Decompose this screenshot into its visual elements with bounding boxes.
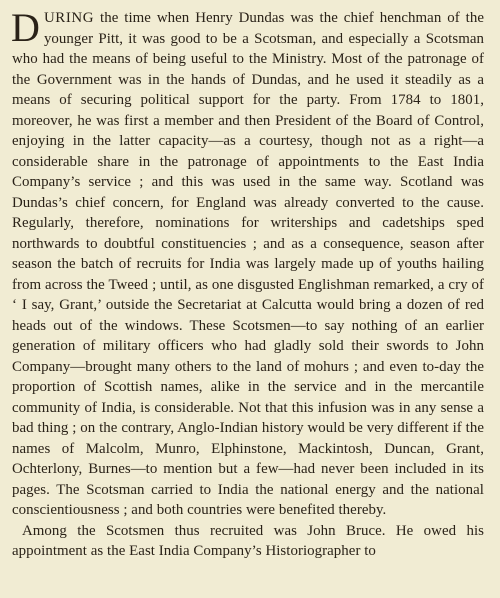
drop-cap-initial: D: [11, 5, 40, 50]
paragraph-2: [12, 521, 484, 562]
paragraph-1: [11, 5, 484, 521]
opening-word-smallcaps: URING: [43, 10, 95, 26]
paragraph-2-text: Among the Scotsmen thus recruited was John Bruce. He owed his appointment as the East India Company’s Historiographer to: [12, 522, 484, 559]
paragraph-1-text: the time when Henry Dundas was the chief henchman of the younger Pitt, it was good to be a Scotsman, and especially a Scotsman who had the means of being useful to the Ministry. Most of the patronage of the Government was in the hands of Dundas, and he used it steadily as a means of securing political support for the party. From 1784 to 1801, moreover, he was first a member and then President of the Board of Control, enjoying in the latter capacity—as a courtesy, though not as a right—a considerable share in the patronage of appointments to the East India Company’s service ; and this was used in the same way. Scotland was Dundas’s chief concern, for England was already converted to the cause. Regularly, therefore, nominations for writerships and cadetships sped northwards to doubtful constituencies ; and as a consequence, season after season the batch of recruits for India was largely made up of youths hailing from across the Tweed ; until, as one disgusted Englishman remarked, a cry of ‘ I say, Grant,’ outside the Secretariat at Calcutta would bring a dozen of red heads out of the windows. These Scotsmen—to say nothing of an earlier generation of military officers who had gladly sold their swords to John Company—brought many others to the land of mohurs ; and even to-day the proportion of Scottish names, alike in the service and in the mercantile community of India, is considerable. Not that this infusion was in any sense a bad thing ; on the contrary, Anglo-Indian history would be very different if the names of Malcolm, Munro, Elphinstone, Mackintosh, Duncan, Grant, Ochterlony, Burnes—to mention but a few—had never been included in its pages. The Scotsman carried to India the national energy and the national conscientiousness ; and both countries were benefited thereby.: [12, 10, 484, 518]
text-body: [11, 5, 484, 562]
